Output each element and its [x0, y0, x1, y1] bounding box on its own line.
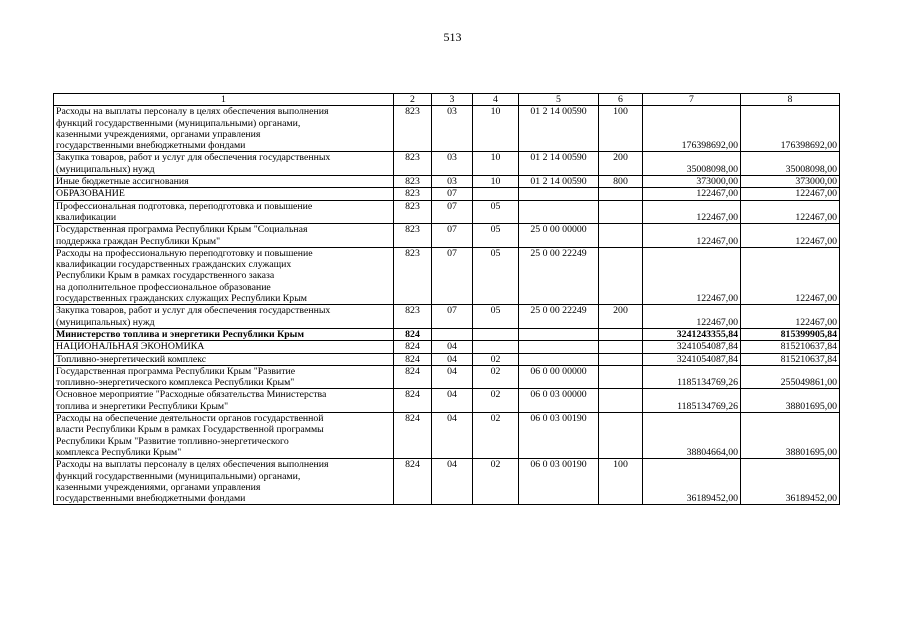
- expense-type-code: [599, 389, 643, 413]
- target-item-code: 01 2 14 00590: [519, 176, 599, 188]
- column-number: 3: [432, 94, 473, 106]
- table-row: [54, 328, 840, 340]
- table-row: [54, 305, 840, 329]
- ministry-code: 824: [394, 459, 432, 505]
- table-row: [54, 341, 840, 353]
- amount-column-7: 122467,00: [643, 305, 741, 329]
- section-code: 04: [432, 353, 473, 365]
- subsection-code: 02: [473, 353, 519, 365]
- item-name: Топливно-энергетический комплекс: [54, 353, 394, 365]
- table-row: [54, 188, 840, 200]
- column-number: 7: [643, 94, 741, 106]
- budget-table: [53, 93, 840, 505]
- target-item-code: 06 0 03 00190: [519, 459, 599, 505]
- amount-column-7: 1185134769,26: [643, 389, 741, 413]
- expense-type-code: [599, 247, 643, 304]
- target-item-code: 06 0 00 00000: [519, 365, 599, 389]
- section-code: 04: [432, 365, 473, 389]
- section-code: 04: [432, 341, 473, 353]
- column-number: 8: [741, 94, 840, 106]
- subsection-code: 02: [473, 413, 519, 459]
- column-number: 5: [519, 94, 599, 106]
- expense-type-code: [599, 224, 643, 248]
- amount-column-7: 122467,00: [643, 247, 741, 304]
- ministry-code: 824: [394, 341, 432, 353]
- item-name: Закупка товаров, работ и услуг для обеспечения государственных (муниципальных) нужд: [54, 305, 394, 329]
- amount-column-7: 3241054087,84: [643, 353, 741, 365]
- target-item-code: [519, 341, 599, 353]
- item-name: Государственная программа Республики Крым "Развитие топливно-энергетического комплекса Республики Крым": [54, 365, 394, 389]
- section-code: 04: [432, 459, 473, 505]
- subsection-code: 10: [473, 106, 519, 152]
- amount-column-8: 122467,00: [741, 305, 840, 329]
- ministry-code: 823: [394, 176, 432, 188]
- amount-column-7: 36189452,00: [643, 459, 741, 505]
- ministry-code: 824: [394, 413, 432, 459]
- section-code: [432, 328, 473, 340]
- expense-type-code: [599, 365, 643, 389]
- item-name: Расходы на профессиональную переподготовку и повышение квалификации государственных гражданских служащих Республики Крым в рамках государственного заказа на дополнительное профессиональное образование государственных гражданских служащих Республики Крым: [54, 247, 394, 304]
- expense-type-code: [599, 200, 643, 224]
- amount-column-8: 122467,00: [741, 224, 840, 248]
- table-row: [54, 413, 840, 459]
- amount-column-7: 3241243355,84: [643, 328, 741, 340]
- subsection-code: 05: [473, 247, 519, 304]
- section-code: 04: [432, 389, 473, 413]
- amount-column-8: 122467,00: [741, 200, 840, 224]
- section-code: 07: [432, 305, 473, 329]
- target-item-code: 01 2 14 00590: [519, 106, 599, 152]
- amount-column-8: 35008098,00: [741, 152, 840, 176]
- ministry-code: 823: [394, 305, 432, 329]
- table-row: [54, 459, 840, 505]
- expense-type-code: [599, 188, 643, 200]
- expense-type-code: [599, 353, 643, 365]
- table-row: [54, 200, 840, 224]
- ministry-code: 824: [394, 328, 432, 340]
- target-item-code: 06 0 03 00000: [519, 389, 599, 413]
- amount-column-8: 122467,00: [741, 247, 840, 304]
- target-item-code: [519, 188, 599, 200]
- table-row: [54, 152, 840, 176]
- expense-type-code: 800: [599, 176, 643, 188]
- subsection-code: 10: [473, 176, 519, 188]
- target-item-code: [519, 328, 599, 340]
- item-name: Расходы на выплаты персоналу в целях обеспечения выполнения функций государственными (муниципальными) органами, казенными учреждениями, органами управления государственными внебюджетными фондами: [54, 106, 394, 152]
- item-name: Иные бюджетные ассигнования: [54, 176, 394, 188]
- page-number: 513: [443, 30, 462, 44]
- ministry-code: 823: [394, 188, 432, 200]
- subsection-code: [473, 341, 519, 353]
- section-code: 07: [432, 224, 473, 248]
- subsection-code: 02: [473, 389, 519, 413]
- target-item-code: 01 2 14 00590: [519, 152, 599, 176]
- table-row: [54, 365, 840, 389]
- subsection-code: [473, 328, 519, 340]
- table-row: [54, 106, 840, 152]
- amount-column-7: 122467,00: [643, 224, 741, 248]
- section-code: 03: [432, 176, 473, 188]
- column-number: 1: [54, 94, 394, 106]
- column-number-row: [54, 94, 840, 106]
- amount-column-7: 122467,00: [643, 200, 741, 224]
- item-name: Расходы на выплаты персоналу в целях обеспечения выполнения функций государственными (муниципальными) органами, казенными учреждениями, органами управления государственными внебюджетными фондами: [54, 459, 394, 505]
- ministry-code: 824: [394, 353, 432, 365]
- table-row: [54, 389, 840, 413]
- subsection-code: 10: [473, 152, 519, 176]
- amount-column-7: 176398692,00: [643, 106, 741, 152]
- section-code: 03: [432, 152, 473, 176]
- amount-column-8: 176398692,00: [741, 106, 840, 152]
- amount-column-7: 373000,00: [643, 176, 741, 188]
- target-item-code: 06 0 03 00190: [519, 413, 599, 459]
- section-code: 03: [432, 106, 473, 152]
- amount-column-8: 373000,00: [741, 176, 840, 188]
- target-item-code: [519, 353, 599, 365]
- ministry-code: 823: [394, 200, 432, 224]
- subsection-code: 05: [473, 305, 519, 329]
- subsection-code: 05: [473, 200, 519, 224]
- amount-column-7: 1185134769,26: [643, 365, 741, 389]
- ministry-code: 823: [394, 152, 432, 176]
- target-item-code: 25 0 00 22249: [519, 305, 599, 329]
- amount-column-8: 815210637,84: [741, 353, 840, 365]
- amount-column-8: 815399905,84: [741, 328, 840, 340]
- expense-type-code: [599, 413, 643, 459]
- subsection-code: 02: [473, 365, 519, 389]
- column-number: 2: [394, 94, 432, 106]
- expense-type-code: [599, 328, 643, 340]
- ministry-code: 824: [394, 365, 432, 389]
- table-row: [54, 247, 840, 304]
- target-item-code: 25 0 00 00000: [519, 224, 599, 248]
- table-row: [54, 353, 840, 365]
- item-name: Профессиональная подготовка, переподготовка и повышение квалификации: [54, 200, 394, 224]
- ministry-code: 823: [394, 106, 432, 152]
- section-code: 07: [432, 247, 473, 304]
- subsection-code: [473, 188, 519, 200]
- amount-column-7: 3241054087,84: [643, 341, 741, 353]
- amount-column-8: 815210637,84: [741, 341, 840, 353]
- expense-type-code: 100: [599, 106, 643, 152]
- subsection-code: 02: [473, 459, 519, 505]
- amount-column-8: 38801695,00: [741, 413, 840, 459]
- column-number: 4: [473, 94, 519, 106]
- section-code: 07: [432, 188, 473, 200]
- item-name: Государственная программа Республики Крым "Социальная поддержка граждан Республики Крым": [54, 224, 394, 248]
- item-name: НАЦИОНАЛЬНАЯ ЭКОНОМИКА: [54, 341, 394, 353]
- ministry-code: 823: [394, 247, 432, 304]
- amount-column-7: 38804664,00: [643, 413, 741, 459]
- amount-column-8: 122467,00: [741, 188, 840, 200]
- table-row: [54, 176, 840, 188]
- target-item-code: 25 0 00 22249: [519, 247, 599, 304]
- section-code: 07: [432, 200, 473, 224]
- table-row: [54, 224, 840, 248]
- expense-type-code: [599, 341, 643, 353]
- expense-type-code: 200: [599, 305, 643, 329]
- amount-column-8: 38801695,00: [741, 389, 840, 413]
- column-number: 6: [599, 94, 643, 106]
- amount-column-8: 36189452,00: [741, 459, 840, 505]
- item-name: Основное мероприятие "Расходные обязательства Министерства топлива и энергетики Республики Крым": [54, 389, 394, 413]
- amount-column-7: 35008098,00: [643, 152, 741, 176]
- expense-type-code: 100: [599, 459, 643, 505]
- target-item-code: [519, 200, 599, 224]
- item-name: Закупка товаров, работ и услуг для обеспечения государственных (муниципальных) нужд: [54, 152, 394, 176]
- item-name: Расходы на обеспечение деятельности органов государственной власти Республики Крым в рамках Государственной программы Республики Крым "Развитие топливно-энергетического комплекса Республики Крым": [54, 413, 394, 459]
- expense-type-code: 200: [599, 152, 643, 176]
- ministry-code: 823: [394, 224, 432, 248]
- ministry-code: 824: [394, 389, 432, 413]
- amount-column-7: 122467,00: [643, 188, 741, 200]
- subsection-code: 05: [473, 224, 519, 248]
- section-code: 04: [432, 413, 473, 459]
- amount-column-8: 255049861,00: [741, 365, 840, 389]
- item-name: Министерство топлива и энергетики Республики Крым: [54, 328, 394, 340]
- item-name: ОБРАЗОВАНИЕ: [54, 188, 394, 200]
